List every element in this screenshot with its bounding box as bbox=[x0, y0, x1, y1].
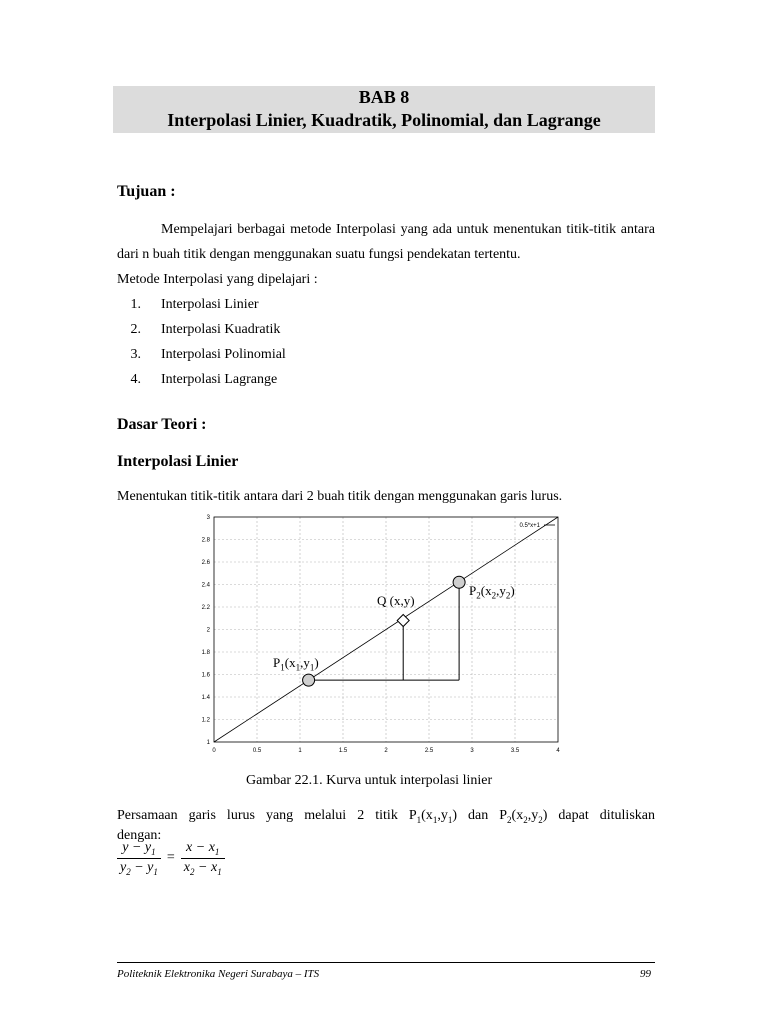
list-item: 3. Interpolasi Polinomial bbox=[130, 347, 286, 362]
list-item: 1. Interpolasi Linier bbox=[130, 297, 259, 312]
linier-intro: Menentukan titik-titik antara dari 2 buah titik dengan menggunakan garis lurus. bbox=[117, 489, 563, 504]
x-tick-label: 1.5 bbox=[338, 748, 348, 754]
y-tick-label: 1.2 bbox=[201, 717, 210, 724]
methods-intro: Metode Interpolasi yang dipelajari : bbox=[117, 272, 318, 287]
x-tick-label: 3.5 bbox=[510, 748, 520, 754]
list-item: 4. Interpolasi Lagrange bbox=[130, 372, 278, 387]
dasar-teori-heading: Dasar Teori : bbox=[117, 416, 207, 433]
methods-list bbox=[117, 297, 517, 397]
y-tick-label: 2.4 bbox=[201, 582, 210, 589]
tujuan-paragraph: Mempelajari berbagai metode Interpolasi yang ada untuk menentukan titik-titik antara dari n buah titik dengan menggunakan suatu fungsi pendekatan tertentu. bbox=[117, 222, 655, 262]
chapter-title-box bbox=[113, 86, 655, 133]
x-tick-label: 2.5 bbox=[424, 748, 434, 754]
p2-point-marker bbox=[453, 576, 465, 588]
y-tick-label: 2.6 bbox=[201, 560, 210, 566]
x-tick-label: 3 bbox=[470, 748, 474, 754]
x-tick-label: 0.5 bbox=[252, 748, 262, 754]
interpolasi-linier-heading: Interpolasi Linier bbox=[117, 453, 239, 470]
figure-caption: Gambar 22.1. Kurva untuk interpolasi linier bbox=[246, 773, 493, 788]
y-tick-label: 1.4 bbox=[201, 695, 210, 701]
tujuan-paragraph-block bbox=[117, 217, 655, 292]
y-tick-label: 2.8 bbox=[201, 537, 210, 544]
page-number: 99 bbox=[640, 968, 651, 980]
footer-institution: Politeknik Elektronika Negeri Surabaya – ITS bbox=[117, 968, 320, 980]
y-tick-label: 1.8 bbox=[201, 650, 210, 656]
x-tick-label: 4 bbox=[556, 748, 560, 754]
y-tick-label: 1 bbox=[206, 740, 210, 746]
p1-label: $P_1(x_1,y_1)$ bbox=[273, 655, 319, 673]
tujuan-heading: Tujuan : bbox=[117, 183, 176, 200]
x-tick-label: 1 bbox=[298, 748, 302, 754]
x-tick-label: 2 bbox=[384, 748, 388, 754]
linear-interpolation-formula bbox=[117, 840, 225, 877]
q-label: Q (x,y) bbox=[377, 593, 415, 608]
formula-right-fraction: $\frac{x - x_1}{x_2 - x_1}$ bbox=[181, 840, 225, 877]
legend-label: 0.5*x+1 bbox=[519, 523, 540, 529]
y-tick-label: 2.2 bbox=[201, 605, 210, 611]
p2-label: $P_2(x_2,y_2)$ bbox=[469, 583, 515, 601]
y-tick-label: 3 bbox=[206, 515, 210, 521]
list-item: 2. Interpolasi Kuadratik bbox=[130, 322, 281, 337]
formula-equals: = bbox=[166, 850, 175, 866]
chapter-title: Interpolasi Linier, Kuadratik, Polinomial, dan Lagrange bbox=[167, 110, 601, 130]
chapter-number: BAB 8 bbox=[358, 87, 410, 107]
p1-point-marker bbox=[303, 674, 315, 686]
x-tick-label: 0 bbox=[212, 748, 216, 754]
equation-intro: Persamaan garis lurus yang melalui 2 titik $P_1(x_1,y_1)$ dan $P_2(x_2,y_2)$ dapat dituliskan dengan: bbox=[117, 808, 655, 843]
footer-rule bbox=[117, 962, 655, 963]
formula-left-fraction: $\frac{y - y_1}{y_2 - y_1}$ bbox=[117, 840, 161, 877]
y-tick-label: 1.6 bbox=[201, 672, 210, 679]
interpolation-chart bbox=[195, 508, 575, 760]
y-tick-label: 2 bbox=[206, 627, 210, 634]
